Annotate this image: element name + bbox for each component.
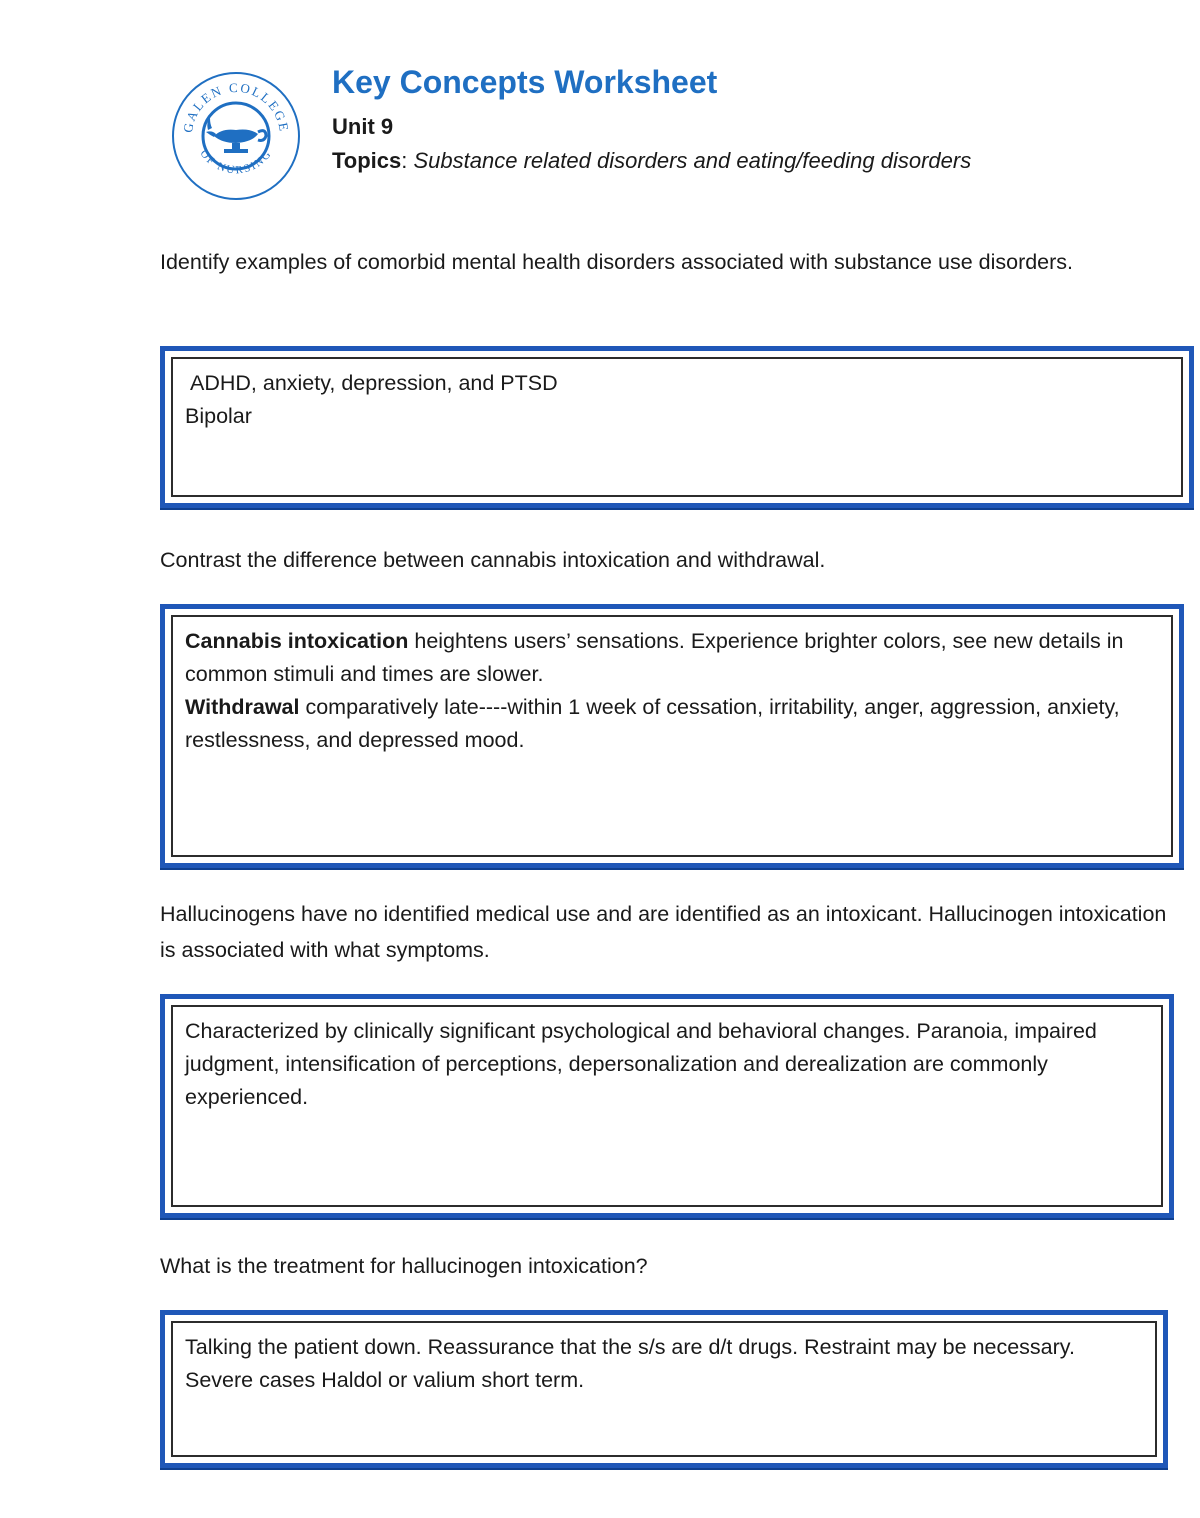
answer-box-2[interactable] bbox=[160, 604, 1184, 868]
answer-1-line-1: ADHD, anxiety, depression, and PTSD bbox=[190, 371, 558, 395]
answer-1-line-2: Bipolar bbox=[185, 404, 252, 428]
topics-value: Substance related disorders and eating/feeding disorders bbox=[413, 148, 972, 173]
worksheet-title: Key Concepts Worksheet bbox=[332, 64, 718, 100]
answer-2-text bbox=[171, 615, 1173, 857]
question-3: Hallucinogens have no identified medical use and are identified as an intoxicant. Hallucinogen intoxication is associated with what symptoms. bbox=[160, 902, 1167, 962]
answer-2-intoxication-term: Cannabis intoxication bbox=[185, 629, 409, 653]
answer-2-intoxication bbox=[185, 625, 1159, 691]
oil-lamp-icon bbox=[206, 118, 266, 153]
answer-2-withdrawal-term: Withdrawal bbox=[185, 695, 300, 719]
question-1: Identify examples of comorbid mental health disorders associated with substance use disorders. bbox=[160, 250, 1074, 274]
topics-separator: : bbox=[401, 148, 414, 173]
answer-box-3[interactable] bbox=[160, 994, 1174, 1218]
answer-3-text: Characterized by clinically significant psychological and behavioral changes. Paranoia, impaired judgment, intensification of perceptions, depersonalization and derealization are commonly experienced. bbox=[171, 1005, 1163, 1207]
answer-box-4[interactable] bbox=[160, 1310, 1168, 1468]
answer-2-withdrawal-desc: comparatively late----within 1 week of cessation, irritability, anger, aggression, anxiety, restlessness, and depressed mood. bbox=[185, 695, 1120, 752]
answer-2-intoxication-desc: heightens users’ sensations. Experience brighter colors, see new details in common stimuli and times are slower. bbox=[185, 629, 1124, 686]
college-seal-logo bbox=[170, 70, 302, 202]
unit-label: Unit 9 bbox=[332, 114, 394, 139]
seal-top-text: GALEN COLLEGE bbox=[179, 79, 293, 134]
topics-label: Topics bbox=[332, 148, 402, 173]
topics-line bbox=[332, 148, 971, 174]
seal-bottom-text: OF NURSING bbox=[197, 147, 275, 177]
question-2: Contrast the difference between cannabis intoxication and withdrawal. bbox=[160, 548, 826, 572]
answer-1-text bbox=[171, 357, 1183, 497]
answer-2-withdrawal bbox=[185, 691, 1159, 757]
answer-4-text: Talking the patient down. Reassurance that the s/s are d/t drugs. Restraint may be necessary. Severe cases Haldol or valium short term. bbox=[171, 1321, 1157, 1457]
answer-box-1[interactable] bbox=[160, 346, 1194, 508]
question-4: What is the treatment for hallucinogen intoxication? bbox=[160, 1254, 648, 1278]
